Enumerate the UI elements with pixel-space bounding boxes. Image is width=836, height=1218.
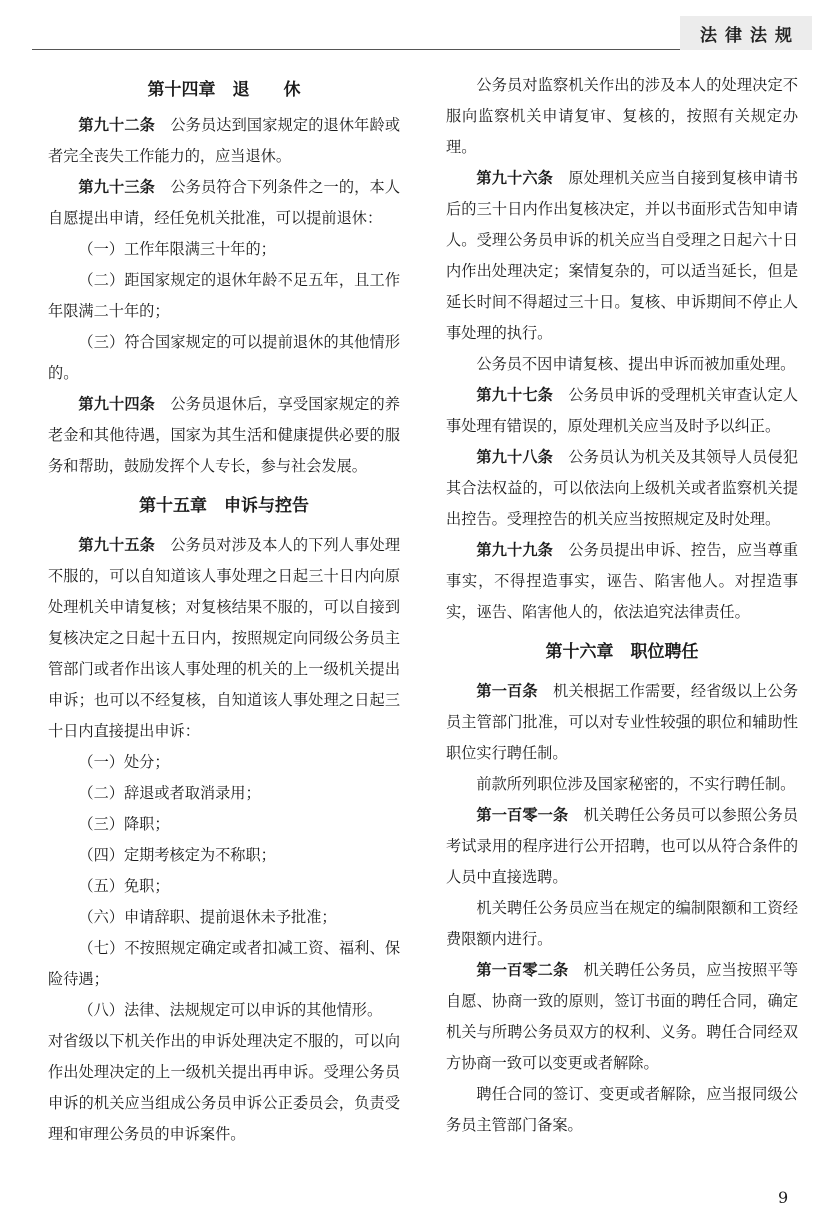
paragraph: 公务员不因申请复核、提出申诉而被加重处理。 bbox=[476, 355, 796, 373]
list-item: （二）距国家规定的退休年龄不足五年，且工作年限满二十年的； bbox=[48, 271, 400, 320]
article-text: 公务员达到国家规定的退休年龄或者完全丧失工作能力的，应当退休。 bbox=[48, 116, 401, 165]
article-text: 公务员认为机关及其领导人员侵犯其合法权益的，可以依法向上级机关或者监察机关提出控告。受理控告的机关应当按照规定及时处理。 bbox=[446, 448, 799, 528]
list-item: （四）定期考核定为不称职； bbox=[78, 846, 276, 864]
article-text: 公务员提出申诉、控告，应当尊重事实，不得捏造事实，诬告、陷害他人。对捏造事实，诬告、陷害他人的，依法追究法律责任。 bbox=[446, 541, 799, 621]
article-102 bbox=[446, 955, 798, 1079]
left-column bbox=[48, 70, 400, 1150]
list-item: （三）降职； bbox=[78, 815, 170, 833]
paragraph: 前款所列职位涉及国家秘密的，不实行聘任制。 bbox=[476, 775, 796, 793]
article-text: 机关聘任公务员可以参照公务员考试录用的程序进行公开招聘，也可以从符合条件的人员中直接选聘。 bbox=[446, 806, 799, 886]
article-92 bbox=[48, 110, 400, 172]
list-item: （三）符合国家规定的可以提前退休的其他情形的。 bbox=[48, 333, 400, 382]
article-text: 公务员退休后，享受国家规定的养老金和其他待遇，国家为其生活和健康提供必要的服务和帮助，鼓励发挥个人专长，参与社会发展。 bbox=[48, 395, 401, 475]
chapter-title: 第十六章 职位聘任 bbox=[545, 642, 699, 662]
page-number: 9 bbox=[778, 1188, 789, 1207]
article-text: 公务员符合下列条件之一的，本人自愿提出申请，经任免机关批准，可以提前退休： bbox=[48, 178, 401, 227]
list-item: （七）不按照规定确定或者扣减工资、福利、保险待遇； bbox=[48, 939, 400, 988]
article-97 bbox=[446, 380, 798, 442]
article-93 bbox=[48, 172, 400, 234]
list-item: （二）辞退或者取消录用； bbox=[78, 784, 261, 802]
right-column bbox=[446, 70, 798, 1141]
list-item: （一）工作年限满三十年的； bbox=[78, 240, 276, 258]
article-label: 第九十六条 bbox=[476, 169, 553, 187]
article-96 bbox=[446, 163, 798, 349]
article-98 bbox=[446, 442, 798, 535]
list-item: （六）申请辞职、提前退休未予批准； bbox=[78, 908, 337, 926]
article-text: 机关根据工作需要，经省级以上公务员主管部门批准，可以对专业性较强的职位和辅助性职位实行聘任制。 bbox=[446, 682, 799, 762]
paragraph: 机关聘任公务员应当在规定的编制限额和工资经费限额内进行。 bbox=[446, 899, 798, 948]
article-label: 第九十三条 bbox=[78, 178, 155, 196]
article-94 bbox=[48, 389, 400, 482]
article-95-tail: 对省级以下机关作出的申诉处理决定不服的，可以向作出处理决定的上一级机关提出再申诉。受理公务员申诉的机关应当组成公务员申诉公正委员会，负责受理和审理公务员的申诉案件。 bbox=[48, 1032, 400, 1143]
list-item: （五）免职； bbox=[78, 877, 170, 895]
article-label: 第九十九条 bbox=[476, 541, 553, 559]
article-label: 第九十七条 bbox=[476, 386, 553, 404]
article-101 bbox=[446, 800, 798, 893]
article-label: 第一百零二条 bbox=[476, 961, 569, 979]
article-text: 机关聘任公务员，应当按照平等自愿、协商一致的原则，签订书面的聘任合同，确定机关与所聘公务员双方的权利、义务。聘任合同经双方协商一致可以变更或者解除。 bbox=[446, 961, 799, 1072]
article-label: 第九十二条 bbox=[78, 116, 155, 134]
list-item: （一）处分； bbox=[78, 753, 170, 771]
article-99 bbox=[446, 535, 798, 628]
paragraph: 公务员对监察机关作出的涉及本人的处理决定不服向监察机关申请复审、复核的，按照有关规定办理。 bbox=[446, 76, 798, 156]
article-text: 公务员对涉及本人的下列人事处理不服的，可以自知道该人事处理之日起三十日内向原处理机关申请复核；对复核结果不服的，可以自接到复核决定之日起十五日内，按照规定向同级公务员主管部门或者作出该人事处理的机关的上一级机关提出申诉；也可以不经复核，自知道该人事处理之日起三十日内直接提出申诉： bbox=[48, 536, 401, 740]
section-label: 法律法规 bbox=[680, 16, 812, 50]
article-label: 第九十五条 bbox=[78, 536, 155, 554]
article-text: 公务员申诉的受理机关审查认定人事处理有错误的，原处理机关应当及时予以纠正。 bbox=[446, 386, 799, 435]
article-label: 第九十八条 bbox=[476, 448, 553, 466]
list-item: （八）法律、法规规定可以申诉的其他情形。 bbox=[78, 1001, 383, 1019]
chapter-title: 第十四章 退 休 bbox=[147, 80, 301, 100]
paragraph: 聘任合同的签订、变更或者解除，应当报同级公务员主管部门备案。 bbox=[446, 1085, 798, 1134]
article-label: 第九十四条 bbox=[78, 395, 155, 413]
article-100 bbox=[446, 676, 798, 769]
article-95 bbox=[48, 530, 400, 747]
article-label: 第一百零一条 bbox=[476, 806, 569, 824]
article-label: 第一百条 bbox=[476, 682, 538, 700]
chapter-title: 第十五章 申诉与控告 bbox=[139, 496, 309, 516]
article-text: 原处理机关应当自接到复核申请书后的三十日内作出复核决定，并以书面形式告知申请人。受理公务员申诉的机关应当自受理之日起六十日内作出处理决定；案情复杂的，可以适当延长，但是延长时间不得超过三十日。复核、申诉期间不停止人事处理的执行。 bbox=[446, 169, 799, 342]
